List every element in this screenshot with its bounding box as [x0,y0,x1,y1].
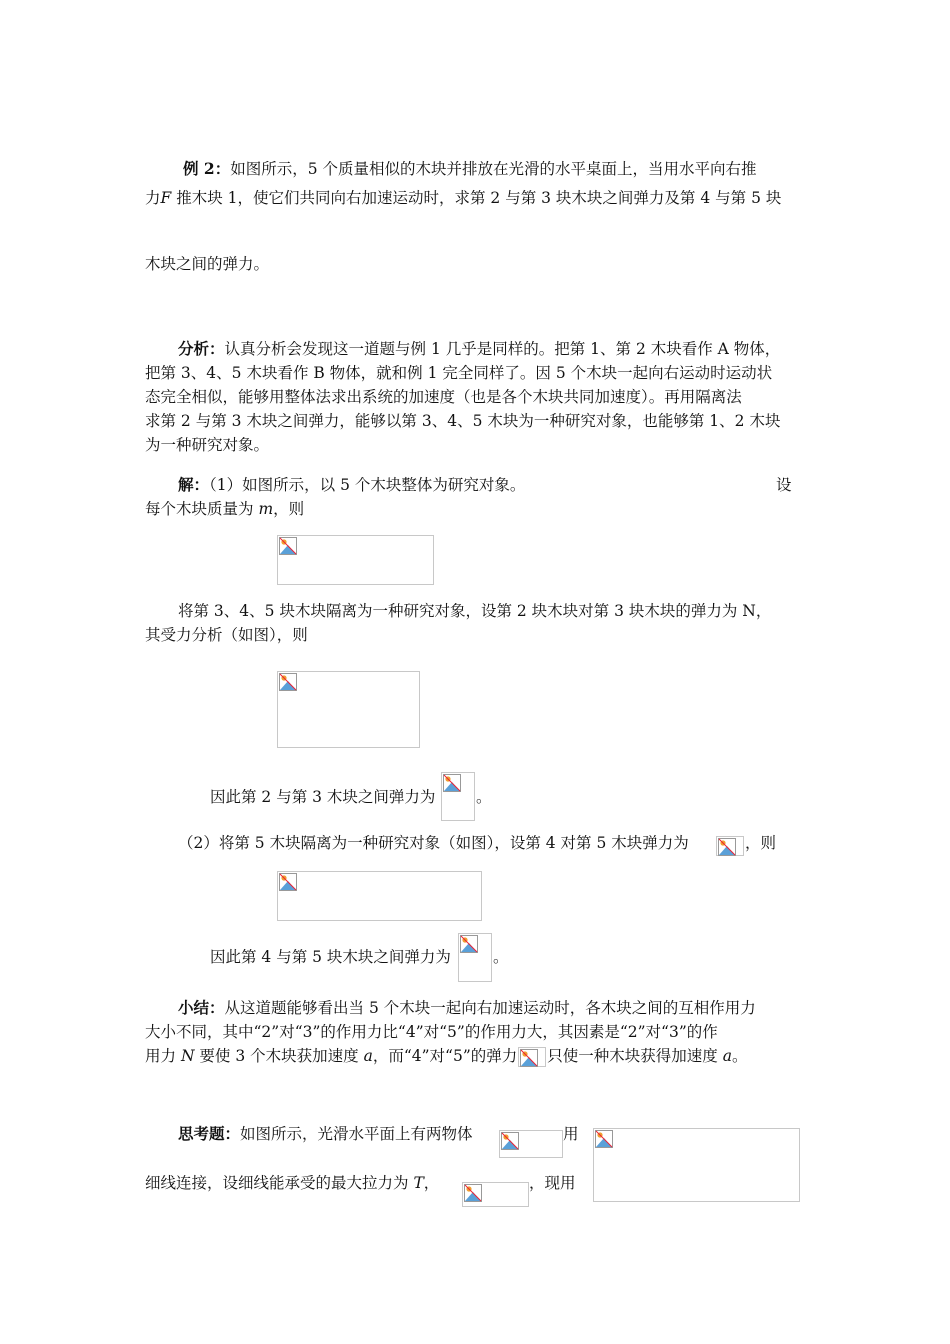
thinking-colon: ： [224,1124,241,1143]
result1-formula-image [441,772,475,821]
broken-image-icon [443,774,461,792]
broken-image-icon [718,838,736,856]
summary-heading: 小结 [178,998,210,1017]
summary-text3-post: 只使一种木块获得加速度 [547,1047,723,1065]
thinking-text1: 如图所示，光滑水平面上有两物体 [240,1125,473,1143]
formula-image-1 [277,535,434,585]
normal-force-variable: N [180,1047,195,1065]
result2-formula-image [458,933,492,982]
analysis-colon: ： [209,339,225,358]
analysis-line3: 态完全相似，能够用整体法求出系统的加速度（也是各个木块共同加速度）。再用隔离法 [145,388,742,406]
thinking-line2-tail: ，现用 [529,1174,576,1192]
solution-heading: 解 [178,475,194,494]
summary-inline-formula-image [518,1047,546,1067]
summary-line1 [178,997,756,1019]
analysis-text1: 认真分析会发现这一道题与例 1 几乎是同样的。把第 1、第 2 木块看作 A 物体， [224,340,781,358]
acceleration-variable: a [363,1047,373,1065]
summary-colon: ： [209,998,225,1017]
example2-line3: 木块之间的弹力。 [145,255,270,273]
thinking-text2-mid: ， [423,1174,440,1192]
mass-variable: m [258,500,274,518]
example2-line1 [183,158,757,180]
solution-colon: ： [193,475,210,494]
summary-text3-mid2: ，而“4”对“5”的弹力 [372,1047,518,1065]
part2-inline-formula-image [716,836,744,856]
example2-text2-post: 推木块 1，使它们共同向右加速运动时，求第 2 与第 3 块木块之间弹力及第 4 与第 5 块 [171,189,782,207]
broken-image-icon [520,1049,538,1067]
solution-line2 [145,498,304,520]
thinking-line1 [178,1123,473,1145]
part2-line: （2）将第 5 木块隔离为一种研究对象（如图），设第 4 对第 5 木块弹力为 [178,834,689,852]
analysis-line5: 为一种研究对象。 [145,436,270,454]
solution-line2-pre: 每个木块质量为 [145,500,259,518]
summary-text3-pre: 用力 [145,1047,181,1065]
thinking-heading: 思考题 [178,1124,225,1143]
analysis-line4: 求第 2 与第 3 木块之间弹力，能够以第 3、4、5 木块为一种研究对象，也能够第 1、2 木块 [145,412,781,430]
example2-colon: ： [214,159,231,178]
example2-text2-pre: 力 [145,189,161,207]
summary-line2: 大小不同，其中“2”对“3”的作用力比“4”对“5”的作用力大，其因素是“2”对“3”的作 [145,1023,718,1041]
thinking-line2 [145,1172,439,1194]
broken-image-icon [279,537,297,555]
solution-line2-post: ，则 [273,500,305,518]
thinking-inline-formula-image-1 [499,1130,563,1158]
result2-period: 。 [493,948,509,966]
summary-text3-mid: 要使 3 个木块获加速度 [194,1047,364,1065]
acceleration-variable-2: a [722,1047,732,1065]
result2-line: 因此第 4 与第 5 块木块之间弹力为 [210,948,451,966]
solution-line1-tail: 设 [776,476,792,494]
analysis-line2: 把第 3、4、5 木块看作 B 物体，就和例 1 完全同样了。因 5 个木块一起向右运动时运动状 [145,364,773,382]
tension-variable: T [413,1174,424,1192]
part2-tail: ，则 [745,834,777,852]
example2-line2 [145,187,781,209]
result1-period: 。 [476,788,492,806]
solution-isolate-line1: 将第 3、4、5 块木块隔离为一种研究对象，设第 2 块木块对第 3 块木块的弹力为 N， [178,602,772,620]
analysis-heading: 分析 [178,339,210,358]
broken-image-icon [279,873,297,891]
solution-part1: （1）如图所示，以 5 个木块整体为研究对象。 [209,476,526,494]
summary-text3-end: 。 [731,1047,748,1065]
example2-text1: 如图所示，5 个质量相似的木块并排放在光滑的水平桌面上，当用水平向右推 [230,160,757,178]
example2-heading: 例 2 [183,159,215,178]
summary-text1: 从这道题能够看出当 5 个木块一起向右加速运动时，各木块之间的互相作用力 [224,999,756,1017]
formula-image-3 [277,871,482,921]
force-variable: F [160,189,172,207]
thinking-inline-formula-image-2 [462,1182,529,1207]
broken-image-icon [464,1184,482,1202]
summary-line3 [145,1045,747,1067]
thinking-figure-image [593,1128,800,1202]
broken-image-icon [595,1130,613,1148]
result1-text: 因此第 2 与第 3 木块之间弹力为 [210,788,436,806]
broken-image-icon [279,673,297,691]
broken-image-icon [501,1132,519,1150]
solution-line1 [178,474,525,496]
broken-image-icon [460,935,478,953]
thinking-text2-pre: 细线连接，设细线能承受的最大拉力为 [145,1174,414,1192]
formula-image-2 [277,671,420,748]
solution-isolate-line2: 其受力分析（如图），则 [145,626,308,644]
result1-line [210,786,435,808]
thinking-line1-tail: 用 [563,1125,579,1143]
analysis-line1 [178,338,780,360]
